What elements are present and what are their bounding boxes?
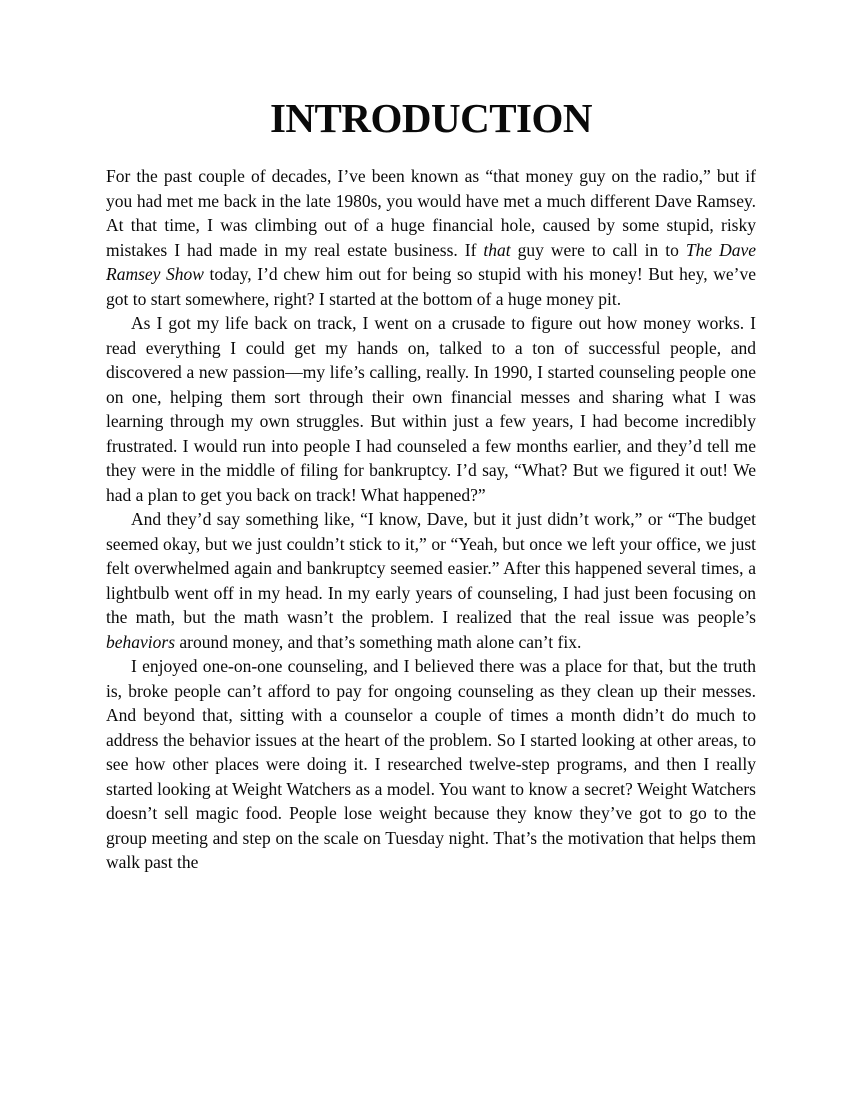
text-run: today, I’d chew him out for being so stupid with his money! But hey, we’ve got to start somewhere, right? I started at the bottom of a huge money pit. (106, 264, 756, 309)
text-run: For the past couple of decades, I’ve been known as “that money guy on the radio,” but if you had met me back in the late 1980s, you would have met a much different Dave Ramsey. At that time, I was climbing out of a huge financial hole, caused by some stupid, risky mistakes I had made in my real estate business. If (106, 166, 756, 260)
text-run-italic: The Dave Ramsey Show (106, 239, 756, 284)
chapter-title: INTRODUCTION (269, 95, 593, 141)
paragraph-3 (106, 507, 756, 654)
text-run: As I got my life back on track, I went on a crusade to figure out how money works. I read everything I could get my hands on, talked to a ton of successful people, and discovered a new passion—my life’s calling, really. In 1990, I started counseling people one on one, helping them sort through their own financial messes and sharing what I was learning through my own struggles. But within just a few years, I had become incredibly frustrated. I would run into people I had counseled a few months earlier, and they’d tell me they were in the middle of filing for bankruptcy. I’d say, “What? But we figured it out! We had a plan to get you back on track! What happened?” (106, 313, 756, 505)
paragraph-4 (106, 654, 756, 875)
text-run: around money, and that’s something math alone can’t fix. (175, 631, 582, 652)
text-run: And they’d say something like, “I know, Dave, but it just didn’t work,” or “The budget seemed okay, but we just couldn’t stick to it,” or “Yeah, but once we left your office, we just felt overwhelmed again and bankruptcy seemed easier.” After this happened several times, a lightbulb went off in my head. In my early years of counseling, I had just been focusing on the math, but the math wasn’t the problem. I realized that the real issue was people’s (106, 509, 756, 627)
text-run: guy were to call in to (510, 239, 686, 260)
body-text (106, 164, 756, 875)
paragraph-1 (106, 164, 756, 311)
text-run: I enjoyed one-on-one counseling, and I believed there was a place for that, but the truth is, broke people can’t afford to pay for ongoing counseling as they clean up their messes. And beyond that, sitting with a counselor a couple of times a month didn’t do much to address the behavior issues at the heart of the problem. So I started looking at other areas, to see how other places were doing it. I researched twelve-step programs, and then I really started looking at Weight Watchers as a model. You want to know a secret? Weight Watchers doesn’t sell magic food. People lose weight because they know they’ve got to go to the group meeting and step on the scale on Tuesday night. That’s the motivation that helps them walk past the (106, 656, 756, 872)
paragraph-2 (106, 311, 756, 507)
text-run-italic: behaviors (106, 631, 176, 652)
text-run-italic: that (483, 239, 511, 260)
